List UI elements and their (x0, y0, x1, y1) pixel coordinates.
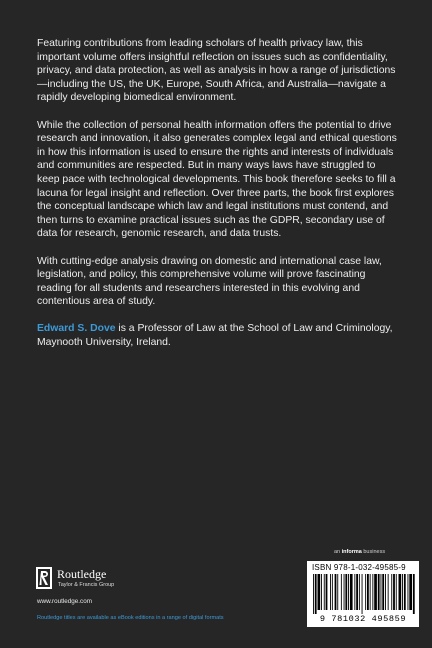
blurb-paragraph-3: With cutting-edge analysis drawing on domestic and international case law, legislation, and policy, this comprehensive volume will prove fascinating reading for all students and researchers interested in this evolving and contentious area of study. (37, 255, 382, 308)
author-bio-text: is a Professor of Law at the School of Law and Criminology, Maynooth University, Ireland. (37, 323, 393, 349)
isbn-label: ISBN 978-1-032-49585-9 (312, 563, 406, 572)
author-bio (37, 322, 399, 349)
informa-suffix: business (361, 549, 386, 555)
publisher-group: Taylor & Francis Group (58, 582, 115, 588)
author-name: Edward S. Dove (37, 323, 116, 335)
back-cover-blurb (37, 37, 399, 363)
barcode-icon (311, 574, 415, 614)
publisher-name: Routledge (57, 567, 107, 581)
publisher-url[interactable]: www.routledge.com (37, 598, 92, 605)
informa-prefix: an (334, 549, 342, 555)
informa-business-tag (334, 549, 385, 555)
blurb-paragraph-2: While the collection of personal health information offers the potential to drive research and innovation, it also generates complex legal and ethical questions in how this information is used to ensure the rights and interests of individuals and communities are respected. But in many ways laws have struggled to keep pace with technological developments. This book therefore seeks to fill a lacuna for legal insight and reflection. Over three parts, the book first explores the conceptual landscape which law and legal institutions must contend, and then turns to examine practical issues such as the GDPR, secondary use of data for research, genomic research, and data trusts. (37, 119, 397, 240)
barcode-digits: 9 781032 495859 (319, 614, 407, 624)
isbn-barcode-box (307, 561, 419, 627)
informa-brand: informa (341, 549, 362, 555)
routledge-logo-icon (36, 567, 52, 589)
ebook-note: Routledge titles are available as eBook editions in a range of digital formats (37, 615, 224, 621)
blurb-paragraph-1: Featuring contributions from leading scholars of health privacy law, this important volume offers insightful reflection on issues such as confidentiality, privacy, and data protection, as well as analysis in how a range of jurisdictions—including the US, the UK, Europe, South Africa, and Australia—navigate a rapidly developing biomedical environment. (37, 38, 396, 104)
